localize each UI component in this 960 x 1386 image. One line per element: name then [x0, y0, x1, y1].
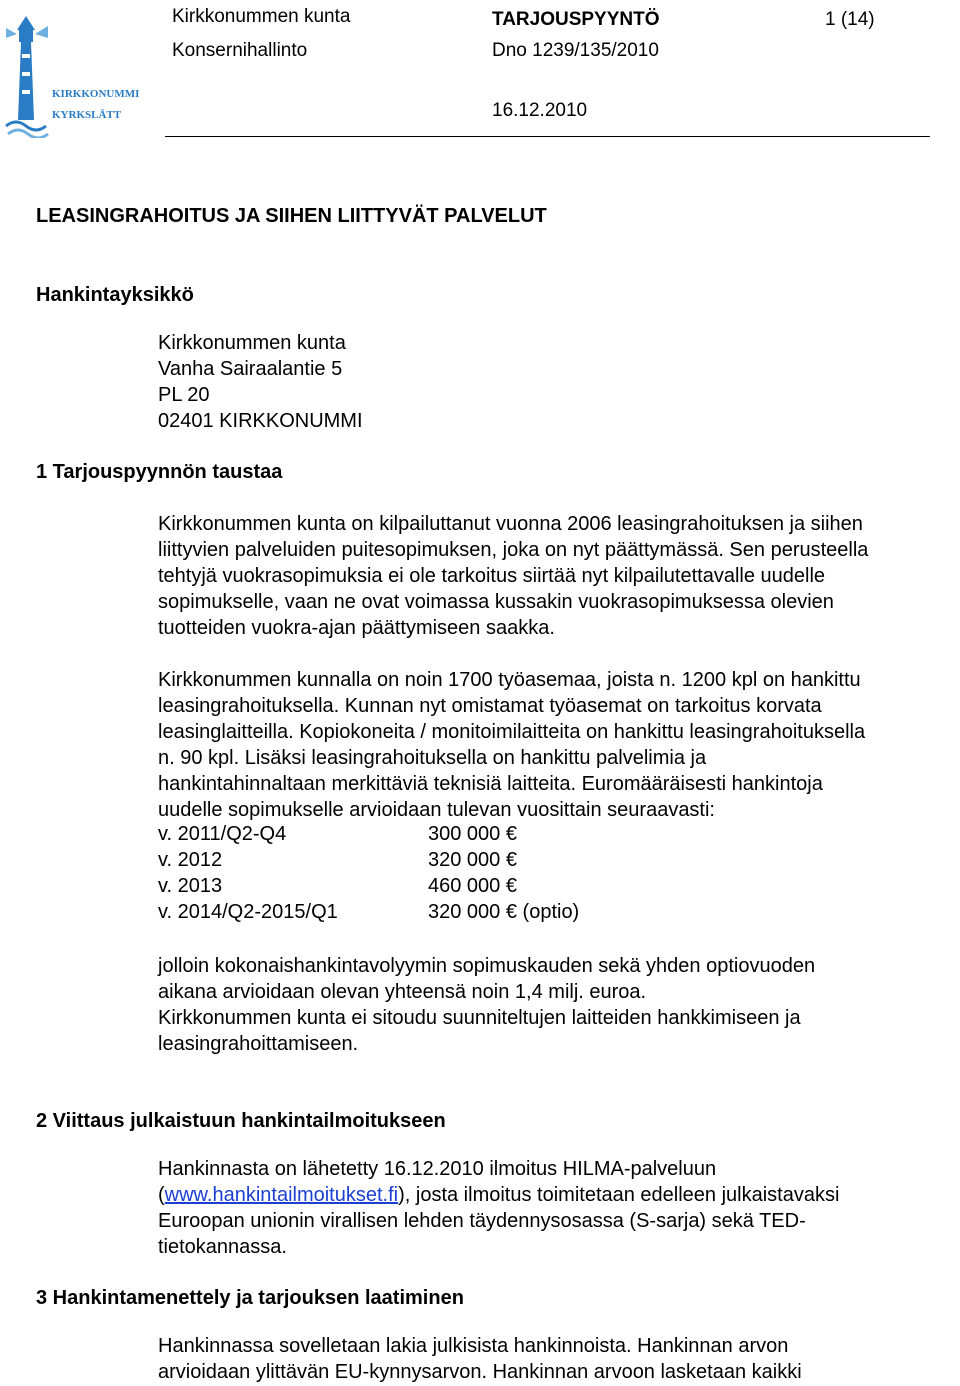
header-date: 16.12.2010: [492, 100, 588, 121]
text-line: n. 90 kpl. Lisäksi leasingrahoituksella on hankittu palvelimia ja: [158, 747, 707, 769]
hilma-link[interactable]: www.hankintailmoitukset.fi: [164, 1184, 399, 1206]
forecast-year: v. 2013: [158, 875, 223, 897]
section-1-paragraph-1: [158, 511, 938, 641]
forecast-year: v. 2012: [158, 849, 223, 871]
logo-text-kyrkslatt: KYRKSLÄTT: [52, 109, 122, 121]
unit-address: [158, 330, 938, 434]
header-org: Kirkkonummen kunta: [172, 6, 351, 27]
text-line: hankintahinnaltaan merkittäviä teknisiä laitteita. Euromääräisesti hankintoja: [158, 773, 823, 795]
text-line: jolloin kokonaishankintavolyymin sopimuskauden sekä yhden optiovuoden: [158, 955, 816, 977]
forecast-amount: 320 000 €: [428, 849, 517, 871]
forecast-year: v. 2011/Q2-Q4: [158, 823, 287, 845]
text-line: liittyvien palveluiden puitesopimuksen, joka on nyt päättymässä. Sen perusteella: [158, 539, 869, 561]
section-1-paragraph-2: [158, 667, 938, 823]
header-rule: [165, 136, 930, 137]
address-line: Vanha Sairaalantie 5: [158, 358, 343, 380]
forecast-year: v. 2014/Q2-2015/Q1: [158, 901, 338, 923]
logo-text-kirkkonummi: KIRKKONUMMI: [52, 88, 140, 100]
header-doc-type: TARJOUSPYYNTÖ: [492, 9, 660, 30]
text-line: Hankinnasta on lähetetty 16.12.2010 ilmoitus HILMA-palveluun: [158, 1158, 717, 1180]
header-doc-number: Dno 1239/135/2010: [492, 40, 659, 61]
forecast-amount: 300 000 €: [428, 823, 517, 845]
text-line: Hankinnassa sovelletaan lakia julkisista hankinnoista. Hankinnan arvon: [158, 1335, 789, 1357]
text-line: aikana arvioidaan olevan yhteensä noin 1,4 milj. euroa.: [158, 981, 647, 1003]
section-3-heading: 3 Hankintamenettely ja tarjouksen laatiminen: [36, 1287, 464, 1309]
text-line: sopimukselle, vaan ne ovat voimassa kussakin vuokrasopimuksessa olevien: [158, 591, 834, 613]
text-line: tehtyjä vuokrasopimuksia ei ole tarkoitus siirtää nyt kilpailutettavalle uudelle: [158, 565, 826, 587]
text-fragment: (: [158, 1184, 165, 1206]
text-line: tuotteiden vuokra-ajan päättymiseen saakka.: [158, 617, 555, 639]
text-line: [158, 1182, 938, 1208]
text-line: Kirkkonummen kunnalla on noin 1700 työasemaa, joista n. 1200 kpl on hankittu: [158, 669, 861, 691]
kirkkonummi-logo: [4, 8, 152, 138]
text-fragment: ), josta ilmoitus toimitetaan edelleen julkaistavaksi: [398, 1184, 840, 1206]
text-line: tietokannassa.: [158, 1236, 287, 1258]
header-page-number: 1 (14): [825, 9, 875, 30]
document-title: LEASINGRAHOITUS JA SIIHEN LIITTYVÄT PALVELUT: [36, 205, 547, 227]
text-line: Euroopan unionin virallisen lehden täydennysosassa (S-sarja) sekä TED-: [158, 1210, 806, 1232]
text-line: arvioidaan ylittävän EU-kynnysarvon. Hankinnan arvoon lasketaan kaikki: [158, 1361, 802, 1383]
text-line: leasingrahoituksella. Kunnan nyt omistamat työasemat on tarkoitus korvata: [158, 695, 822, 717]
section-3-paragraph: [158, 1333, 938, 1385]
address-line: 02401 KIRKKONUMMI: [158, 410, 363, 432]
address-line: PL 20: [158, 384, 210, 406]
section-1-paragraph-3: [158, 953, 938, 1057]
text-line: Kirkkonummen kunta ei sitoudu suunniteltujen laitteiden hankkimiseen ja: [158, 1007, 801, 1029]
forecast-amount: 320 000 € (optio): [428, 901, 580, 923]
unit-heading: Hankintayksikkö: [36, 284, 194, 306]
section-2-paragraph: [158, 1156, 938, 1260]
forecast-amount: 460 000 €: [428, 875, 517, 897]
text-line: uudelle sopimukselle arvioidaan tulevan vuosittain seuraavasti:: [158, 799, 715, 821]
section-1-heading: 1 Tarjouspyynnön taustaa: [36, 461, 283, 483]
address-line: Kirkkonummen kunta: [158, 332, 346, 354]
section-2-heading: 2 Viittaus julkaistuun hankintailmoitukseen: [36, 1110, 446, 1132]
text-line: leasinglaitteilla. Kopiokoneita / monitoimilaitteita on hankittu leasingrahoituksella: [158, 721, 866, 743]
header-dept: Konsernihallinto: [172, 40, 308, 61]
text-line: leasingrahoittamiseen.: [158, 1033, 359, 1055]
text-line: Kirkkonummen kunta on kilpailuttanut vuonna 2006 leasingrahoituksen ja siihen: [158, 513, 863, 535]
